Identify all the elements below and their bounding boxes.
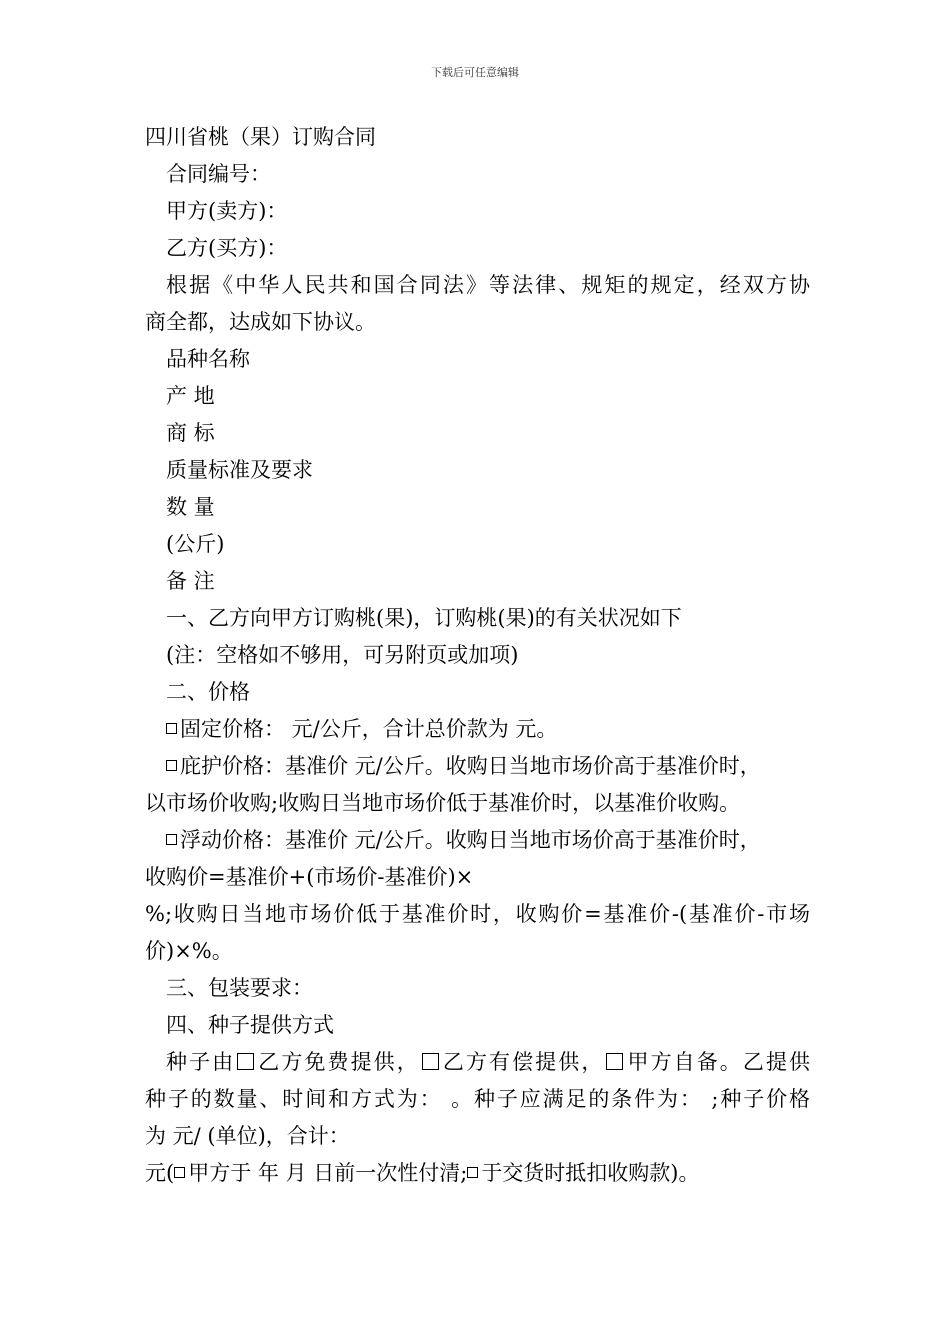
- seed-payment-text-b: 甲方于 年 月 日前一次性付清;: [188, 1161, 468, 1185]
- price-fixed-text: 固定价格： 元/公斤，合计总价款为 元。: [180, 717, 558, 741]
- price-fixed-option: [145, 711, 810, 748]
- seed-provision-line-2: 种子的数量、时间和方式为： 。种子应满足的条件为： ;种子价格: [145, 1087, 810, 1111]
- seed-payment-text-a: 元(: [145, 1161, 175, 1185]
- price-float-option: [145, 822, 810, 859]
- preamble-line-1: 根据《中华人民共和国合同法》等法律、规矩的规定，经双方协: [166, 273, 810, 297]
- field-remark: 备 注: [166, 569, 215, 593]
- contract-body: [145, 119, 810, 1192]
- field-quantity-unit: (公斤): [166, 532, 225, 556]
- price-float-text-3: %;收购日当地市场价低于基准价时，收购价=基准价-(基准价-市场: [145, 902, 810, 926]
- field-brand: 商 标: [166, 421, 215, 445]
- field-quality-standard: 质量标准及要求: [166, 458, 313, 482]
- field-variety-name: 品种名称: [166, 347, 250, 371]
- seed-text-b: 乙方免费提供，: [256, 1050, 420, 1074]
- checkbox-icon[interactable]: [166, 760, 177, 771]
- section-4-heading: 四、种子提供方式: [166, 1013, 334, 1037]
- price-protect-option: [145, 748, 810, 785]
- seed-text-c: 乙方有偿提供，: [440, 1050, 605, 1074]
- seed-payment-text-c: 于交货时抵扣收购款)。: [481, 1161, 700, 1185]
- checkbox-icon[interactable]: [467, 1167, 478, 1178]
- price-protect-text-1: 庇护价格：基准价 元/公斤。收购日当地市场价高于基准价时，: [180, 754, 761, 778]
- seed-provision-line-1: [145, 1044, 810, 1081]
- field-origin: 产 地: [166, 384, 215, 408]
- checkbox-icon[interactable]: [166, 834, 177, 845]
- section-2-heading: 二、价格: [166, 680, 250, 704]
- checkbox-icon[interactable]: [166, 723, 177, 734]
- price-float-text-4: 价)×%。: [145, 939, 233, 963]
- seed-text-d: 甲方自备。乙提供: [625, 1050, 811, 1074]
- checkbox-icon[interactable]: [174, 1167, 185, 1178]
- seed-text-a: 种子由: [166, 1050, 236, 1074]
- section-1-heading: 一、乙方向甲方订购桃(果)，订购桃(果)的有关状况如下: [166, 606, 682, 630]
- section-1-note: (注：空格如不够用，可另附页或加项): [166, 643, 519, 667]
- section-3-heading: 三、包装要求：: [166, 976, 313, 1000]
- checkbox-icon[interactable]: [422, 1053, 439, 1070]
- price-protect-text-2: 以市场价收购;收购日当地市场价低于基准价时，以基准价收购。: [145, 791, 741, 815]
- price-float-text-1: 浮动价格：基准价 元/公斤。收购日当地市场价高于基准价时，: [180, 828, 761, 852]
- seed-provision-line-4: [145, 1155, 810, 1192]
- seed-provision-line-3: 为 元/ (单位)，合计：: [145, 1124, 350, 1148]
- field-quantity: 数 量: [166, 495, 215, 519]
- preamble-line-2: 商全都，达成如下协议。: [145, 310, 376, 334]
- contract-number-label: 合同编号：: [166, 162, 271, 186]
- page-header-note: 下载后可任意编辑: [431, 66, 519, 79]
- party-b-label: 乙方(买方)：: [166, 236, 288, 260]
- checkbox-icon[interactable]: [606, 1053, 623, 1070]
- price-float-text-2: 收购价=基准价+(市场价-基准价)×: [145, 865, 474, 889]
- document-title: 四川省桃（果）订购合同: [145, 125, 376, 149]
- checkbox-icon[interactable]: [237, 1053, 254, 1070]
- party-a-label: 甲方(卖方)：: [166, 199, 288, 223]
